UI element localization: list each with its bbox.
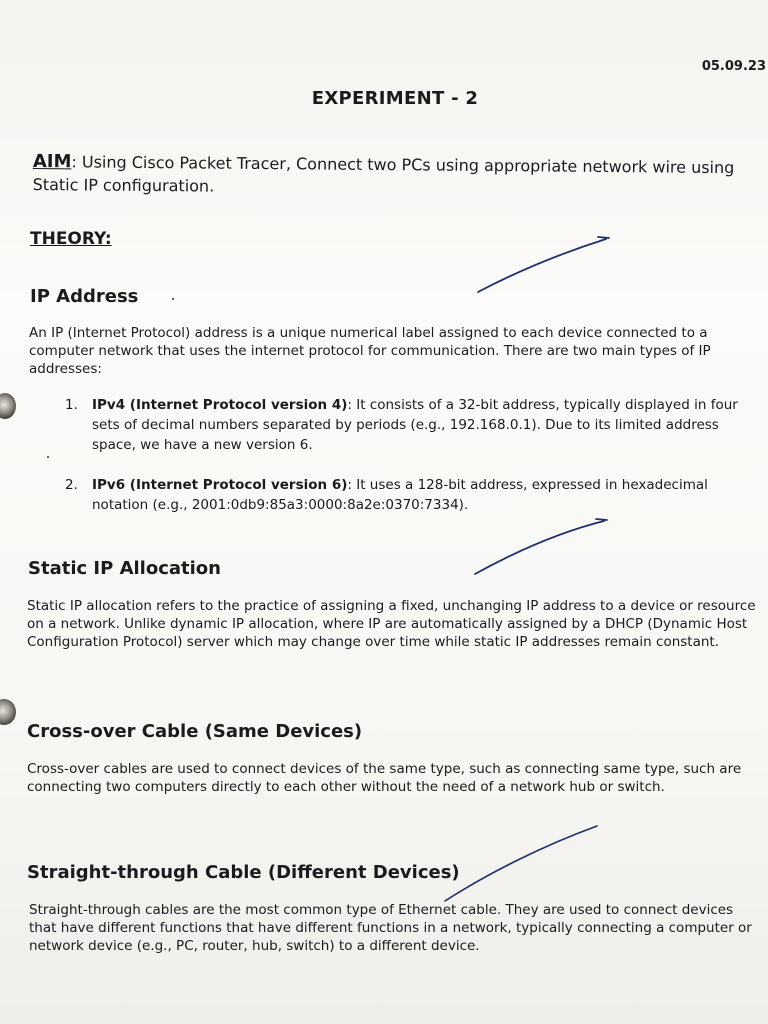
crossover-heading: Cross-over Cable (Same Devices) (27, 721, 363, 742)
straight-through-heading: Straight-through Cable (Different Devices) (27, 862, 460, 883)
aim-text: : Using Cisco Packet Tracer, Connect two PCs using appropriate network wire using Static IP configuration. (32, 152, 735, 196)
crossover-body: Cross-over cables are used to connect devices of the same type, such as connecting same type, such are connecting two computers directly to each other without the need of a network hub or switch. (27, 761, 742, 795)
pen-tick-icon (475, 519, 607, 574)
static-ip-body: Static IP allocation refers to the practice of assigning a fixed, unchanging IP address to a device or resource on a network. Unlike dynamic IP allocation, where IP are automatically assigned by a DHCP (Dynamic Host Configuration Protocol) server which may change over time while static IP addresses remain constant. (27, 598, 756, 650)
static-ip-heading: Static IP Allocation (28, 558, 221, 579)
pen-tick-icon (445, 826, 597, 901)
list-item-text: : It uses a 128-bit address, expressed in hexadecimal notation (e.g., 2001:0db9:85a3:0000:8a2e:0370:7334). (92, 477, 708, 513)
list-item-term: IPv6 (Internet Protocol version 6) (92, 477, 348, 493)
ip-address-heading: IP Address (30, 286, 139, 307)
document-date: 05.09.23 (701, 59, 766, 74)
theory-heading: THEORY: (30, 229, 112, 249)
list-item-number: 1. (65, 397, 78, 413)
list-item-text: : It consists of a 32-bit address, typically displayed in four sets of decimal numbers separated by periods (e.g., 192.168.0.1). Due to its limited address space, we have a new version 6. (92, 397, 738, 453)
page-title: EXPERIMENT - 2 (311, 88, 479, 109)
aim-label: AIM (32, 150, 72, 173)
ip-address-body: An IP (Internet Protocol) address is a unique numerical label assigned to each device connected to a computer network that uses the internet protocol for communication. There are two main types of IP addresses: (29, 325, 711, 377)
pen-tick-icon (478, 237, 609, 292)
list-item-term: IPv4 (Internet Protocol version 4) (92, 397, 348, 413)
straight-through-body: Straight-through cables are the most common type of Ethernet cable. They are used to connect devices that have different functions that have different functions in a network, typically connecting a computer or network device (e.g., PC, router, hub, switch) to a different device. (29, 902, 752, 954)
stray-dot (47, 456, 49, 458)
list-item-number: 2. (65, 477, 78, 493)
stray-dot (172, 298, 174, 300)
